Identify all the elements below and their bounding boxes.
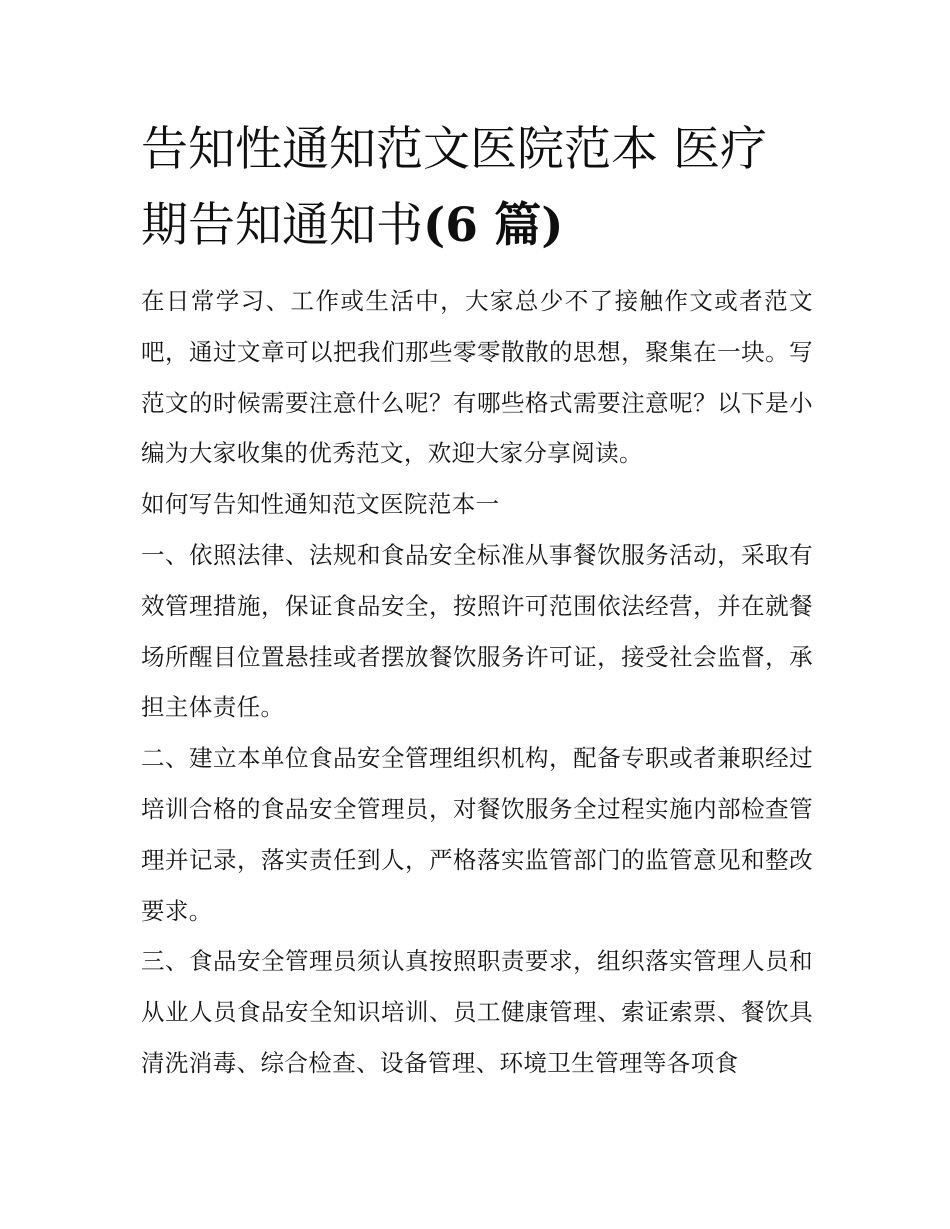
document-body <box>141 112 813 1089</box>
body-paragraph-1: 一、依照法律、法规和食品安全标准从事餐饮服务活动，采取有效管理措施，保证食品安全，按照许可范围依法经营，并在就餐场所醒目位置悬挂或者摆放餐饮服务许可证，接受社会监督，承担主体责任。 <box>141 540 813 722</box>
document-title-main: 告知性通知范文医院范本 医疗期告知通知书 <box>141 122 767 253</box>
document-title <box>141 112 813 264</box>
body-paragraph-3: 三、食品安全管理员须认真按照职责要求，组织落实管理人员和从业人员食品安全知识培训、员工健康管理、索证索票、餐饮具清洗消毒、综合检查、设备管理、环境卫生管理等各项食 <box>141 947 813 1077</box>
document-title-count: (6 篇) <box>423 198 564 253</box>
section-heading: 如何写告知性通知范文医院范本一 <box>141 490 500 519</box>
intro-paragraph: 在日常学习、工作或生活中，大家总少不了接触作文或者范文吧，通过文章可以把我们那些零零散散的思想，聚集在一块。写范文的时候需要注意什么呢？有哪些格式需要注意呢？以下是小编为大家收集的优秀范文，欢迎大家分享阅读。 <box>141 287 813 468</box>
body-paragraph-2: 二、建立本单位食品安全管理组织机构，配备专职或者兼职经过培训合格的食品安全管理员，对餐饮服务全过程实施内部检查管理并记录，落实责任到人，严格落实监管部门的监管意见和整改要求。 <box>141 744 813 925</box>
